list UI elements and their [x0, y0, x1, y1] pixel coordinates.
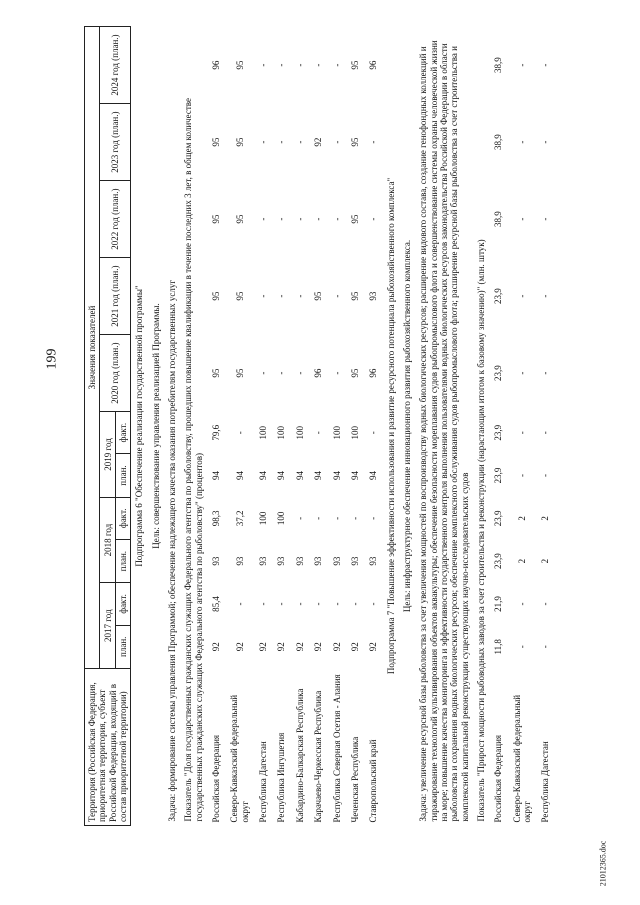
- year-2017-header: 2017 год: [100, 583, 116, 669]
- value-cell: 23,9: [493, 467, 504, 484]
- value-cell: 92: [313, 642, 324, 652]
- value-cell: 96: [368, 368, 379, 378]
- value-cell: -: [516, 371, 527, 375]
- value-cell: 93: [258, 556, 269, 566]
- value-cell: 100: [349, 425, 360, 440]
- value-cell: -: [313, 602, 324, 606]
- value-cell: 95: [211, 137, 222, 147]
- value-cell: -: [276, 217, 287, 221]
- table-row: [328, 27, 346, 826]
- value-cell: 95: [349, 60, 360, 70]
- value-cell: 96: [313, 368, 324, 378]
- subprogram-task: Задача: формирование системы управления Программой; обеспечение надлежащего качества оказания потребителям государственных услуг: [167, 279, 178, 822]
- indicator-title-row: [473, 27, 489, 826]
- subprogram-goal-row: [148, 27, 164, 826]
- value-cell: 95: [234, 137, 245, 147]
- value-cell: -: [516, 294, 527, 298]
- value-cell: -: [294, 63, 305, 67]
- table-row: [346, 27, 364, 826]
- territory-name: Карачаево-Черкесская Республика: [313, 690, 324, 823]
- plan-header: план.: [116, 625, 131, 668]
- table-row: [364, 27, 382, 826]
- value-cell: -: [331, 140, 342, 144]
- value-cell: 85,4: [211, 596, 222, 612]
- value-cell: 95: [211, 368, 222, 378]
- value-cell: 100: [276, 511, 287, 526]
- value-cell: 92: [313, 137, 324, 147]
- value-cell: 93: [313, 556, 324, 566]
- value-cell: -: [331, 371, 342, 375]
- value-cell: -: [540, 645, 551, 649]
- value-cell: 93: [276, 556, 287, 566]
- subprogram-task-row: [415, 27, 473, 826]
- value-cell: -: [516, 474, 527, 478]
- table-row: [272, 27, 290, 826]
- value-cell: 96: [211, 60, 222, 70]
- year-2022-header: 2022 год (план.): [100, 181, 131, 258]
- value-cell: 2: [540, 558, 551, 564]
- value-cell: 92: [258, 642, 269, 652]
- value-cell: -: [540, 63, 551, 67]
- fact-header: факт.: [116, 497, 131, 539]
- value-cell: -: [294, 294, 305, 298]
- value-cell: 95: [234, 214, 245, 224]
- value-cell: 92: [234, 642, 245, 652]
- value-cell: -: [294, 371, 305, 375]
- value-cell: -: [516, 431, 527, 435]
- subprogram-goal: Цель: совершенствование управления реализацией Программы.: [150, 303, 161, 549]
- value-cell: 94: [211, 471, 222, 481]
- value-cell: -: [258, 294, 269, 298]
- plan-header: план.: [116, 539, 131, 582]
- subprogram-title-row: [131, 27, 148, 826]
- value-cell: -: [276, 294, 287, 298]
- indicator-title-row: [180, 27, 207, 826]
- value-cell: 38,9: [493, 211, 504, 227]
- value-cell: 94: [331, 471, 342, 481]
- value-cell: 92: [368, 642, 379, 652]
- value-cell: -: [516, 602, 527, 606]
- subprogram-title: Подпрограмма 6 "Обеспечение реализации государственной программы": [134, 285, 145, 567]
- value-cell: -: [234, 431, 245, 435]
- value-cell: -: [349, 602, 360, 606]
- value-cell: 37,2: [234, 510, 245, 527]
- value-cell: -: [331, 294, 342, 298]
- table-row: [489, 27, 507, 826]
- value-cell: -: [276, 371, 287, 375]
- value-cell: -: [368, 217, 379, 221]
- value-cell: -: [313, 63, 324, 67]
- table-row: [508, 27, 537, 826]
- table-row: [225, 27, 254, 826]
- value-cell: -: [331, 602, 342, 606]
- table-row: [291, 27, 309, 826]
- value-cell: 94: [234, 471, 245, 481]
- value-cell: 94: [313, 471, 324, 481]
- value-cell: -: [368, 431, 379, 435]
- value-cell: 2: [516, 516, 527, 521]
- value-cell: 93: [331, 556, 342, 566]
- value-cell: -: [258, 140, 269, 144]
- territory-name: Кабардино-Балкарская Республика: [294, 688, 305, 823]
- page-number: 199: [44, 348, 59, 370]
- territory-name: Северо-Кавказский федеральный округ: [511, 694, 532, 823]
- value-cell: -: [294, 140, 305, 144]
- indicator-title: Показатель "Прирост мощности рыбоводных заводов за счет строительства и реконструкции (нарастающим итогом к базовому значению)" (млн. штук): [475, 239, 486, 822]
- value-cell: 38,9: [493, 134, 504, 150]
- value-cell: 23,9: [493, 553, 504, 570]
- value-cell: 95: [234, 60, 245, 70]
- year-2018-header: 2018 год: [100, 497, 116, 583]
- value-cell: 98,3: [211, 510, 222, 527]
- value-cell: 95: [313, 291, 324, 301]
- value-cell: 92: [349, 642, 360, 652]
- value-cell: 95: [211, 214, 222, 224]
- value-cell: 38,9: [493, 57, 504, 73]
- table-row: [207, 27, 225, 826]
- year-2023-header: 2023 год (план.): [100, 104, 131, 181]
- value-cell: -: [294, 217, 305, 221]
- subprogram-task-row: [164, 27, 180, 826]
- value-cell: -: [234, 602, 245, 606]
- value-cell: 93: [349, 556, 360, 566]
- indicator-title: Показатель "Доля государственных гражданских служащих Федерального агентства по рыболовству, прошедших повышение квалификации в течение последних 3 лет, в общем количестве государственных гражданских служащих Федерального агентства по рыболовству" (процентов): [183, 98, 204, 822]
- value-cell: -: [516, 217, 527, 221]
- value-cell: 100: [258, 425, 269, 440]
- value-cell: -: [540, 371, 551, 375]
- subprogram-title: Подпрограмма 7 "Повышение эффективности использования и развитие ресурсного потенциала рыбохозяйственного комплекса": [385, 177, 396, 675]
- territory-name: Республика Ингушетия: [276, 732, 287, 823]
- value-cell: -: [540, 431, 551, 435]
- territory-name: Республика Дагестан: [540, 741, 551, 823]
- value-cell: -: [313, 516, 324, 520]
- value-cell: 95: [211, 291, 222, 301]
- value-cell: 95: [349, 368, 360, 378]
- value-cell: 94: [276, 471, 287, 481]
- year-2024-header: 2024 год (план.): [100, 27, 131, 104]
- table-row: [254, 27, 272, 826]
- value-cell: 100: [294, 425, 305, 440]
- value-cell: -: [540, 294, 551, 298]
- value-cell: -: [313, 217, 324, 221]
- value-cell: -: [331, 63, 342, 67]
- value-cell: 21,9: [493, 596, 504, 612]
- year-2021-header: 2021 год (план.): [100, 258, 131, 335]
- value-cell: -: [331, 516, 342, 520]
- value-cell: 23,9: [493, 365, 504, 381]
- value-cell: 94: [368, 471, 379, 481]
- value-cell: 11,8: [493, 639, 504, 655]
- value-cell: 94: [258, 471, 269, 481]
- territory-name: Северо-Кавказский федеральный округ: [229, 694, 250, 823]
- value-cell: -: [540, 474, 551, 478]
- table-row: [536, 27, 554, 826]
- year-2020-header: 2020 год (план.): [100, 335, 131, 412]
- value-cell: 95: [349, 214, 360, 224]
- territory-name: Российская Федерация: [211, 734, 222, 823]
- value-cell: -: [258, 63, 269, 67]
- value-cell: 94: [294, 471, 305, 481]
- value-cell: 79,6: [211, 424, 222, 441]
- value-cell: 100: [331, 425, 342, 440]
- value-cell: 100: [258, 511, 269, 526]
- value-cell: -: [540, 140, 551, 144]
- value-cell: -: [313, 431, 324, 435]
- value-cell: -: [349, 516, 360, 520]
- indicators-table: [84, 26, 555, 826]
- value-cell: 92: [211, 642, 222, 652]
- value-cell: -: [276, 602, 287, 606]
- subprogram-goal: Цель: инфраструктурное обеспечение инновационного развития рыбохозяйственного комплекса.: [401, 239, 412, 613]
- value-cell: 95: [234, 368, 245, 378]
- rotated-content: [84, 26, 564, 826]
- value-cell: 92: [276, 642, 287, 652]
- territory-name: Ставропольский край: [368, 739, 379, 823]
- territory-name: Чеченская Республика: [349, 736, 360, 823]
- value-cell: 23,9: [493, 424, 504, 441]
- value-cell: -: [331, 217, 342, 221]
- subprogram-goal-row: [399, 27, 415, 826]
- value-cell: -: [368, 602, 379, 606]
- value-cell: 93: [211, 556, 222, 566]
- value-cell: -: [276, 63, 287, 67]
- value-cell: 96: [368, 60, 379, 70]
- value-cell: 23,9: [493, 288, 504, 304]
- territory-name: Российская Федерация: [493, 734, 504, 823]
- value-cell: 92: [331, 642, 342, 652]
- value-cell: -: [540, 602, 551, 606]
- document-code: 21012365.doc: [598, 840, 608, 886]
- year-2019-header: 2019 год: [100, 412, 116, 498]
- territory-header: Территория (Российская Федерация, приоритетная территория, субъект Российской Федерации, входящий в состав приоритетной территории): [85, 669, 131, 826]
- value-cell: -: [516, 63, 527, 67]
- value-cell: 93: [294, 556, 305, 566]
- value-cell: 93: [368, 556, 379, 566]
- value-cell: -: [368, 140, 379, 144]
- value-cell: 95: [349, 137, 360, 147]
- table-row: [309, 27, 327, 826]
- territory-name: Республика Северная Осетия - Алания: [331, 674, 342, 823]
- subprogram-task: Задача: увеличение ресурсной базы рыболовства за счет увеличения мощностей по воспроизводству водных биологических ресурсов; расширение видового состава, создание генофондных коллекций и тиражирование технологий культивирования объектов аквакультуры; обеспечение безопасности мореплавания судов рыбопромыслового флота и совершенствование системы охраны человеческой жизни на море; повышение качества мониторинга и эффективности государственного контроля выполнения пользователями водных биологических ресурсов законодательства Российской Федерации в области рыболовства и сохранения водных биологических ресурсов; обеспечение комплексного обслуживания судов рыбопромыслового флота; расширение ресурсной базы рыболовства за счет строительства и комплексной капитальной реконструкции существующих научно-исследовательских судов: [418, 40, 470, 822]
- value-cell: -: [258, 217, 269, 221]
- value-cell: -: [516, 645, 527, 649]
- value-cell: -: [294, 602, 305, 606]
- value-cell: 2: [540, 516, 551, 521]
- value-cell: 2: [516, 558, 527, 564]
- value-cell: -: [258, 371, 269, 375]
- plan-header: план.: [116, 454, 131, 497]
- value-cell: 95: [234, 291, 245, 301]
- value-cell: -: [294, 516, 305, 520]
- value-cell: -: [368, 516, 379, 520]
- value-cell: 93: [234, 556, 245, 566]
- value-cell: -: [258, 602, 269, 606]
- value-cell: -: [540, 217, 551, 221]
- fact-header: факт.: [116, 583, 131, 625]
- subprogram-title-row: [383, 27, 399, 826]
- value-cell: 92: [294, 642, 305, 652]
- value-cell: 95: [349, 291, 360, 301]
- fact-header: факт.: [116, 412, 131, 454]
- territory-name: Республика Дагестан: [258, 741, 269, 823]
- value-cell: 94: [349, 471, 360, 481]
- value-cell: 93: [368, 291, 379, 301]
- rotated-page: [84, 26, 564, 826]
- value-cell: 100: [276, 425, 287, 440]
- value-cell: -: [516, 140, 527, 144]
- values-group-header: Значения показателей: [85, 27, 100, 669]
- value-cell: -: [276, 140, 287, 144]
- value-cell: 23,9: [493, 510, 504, 527]
